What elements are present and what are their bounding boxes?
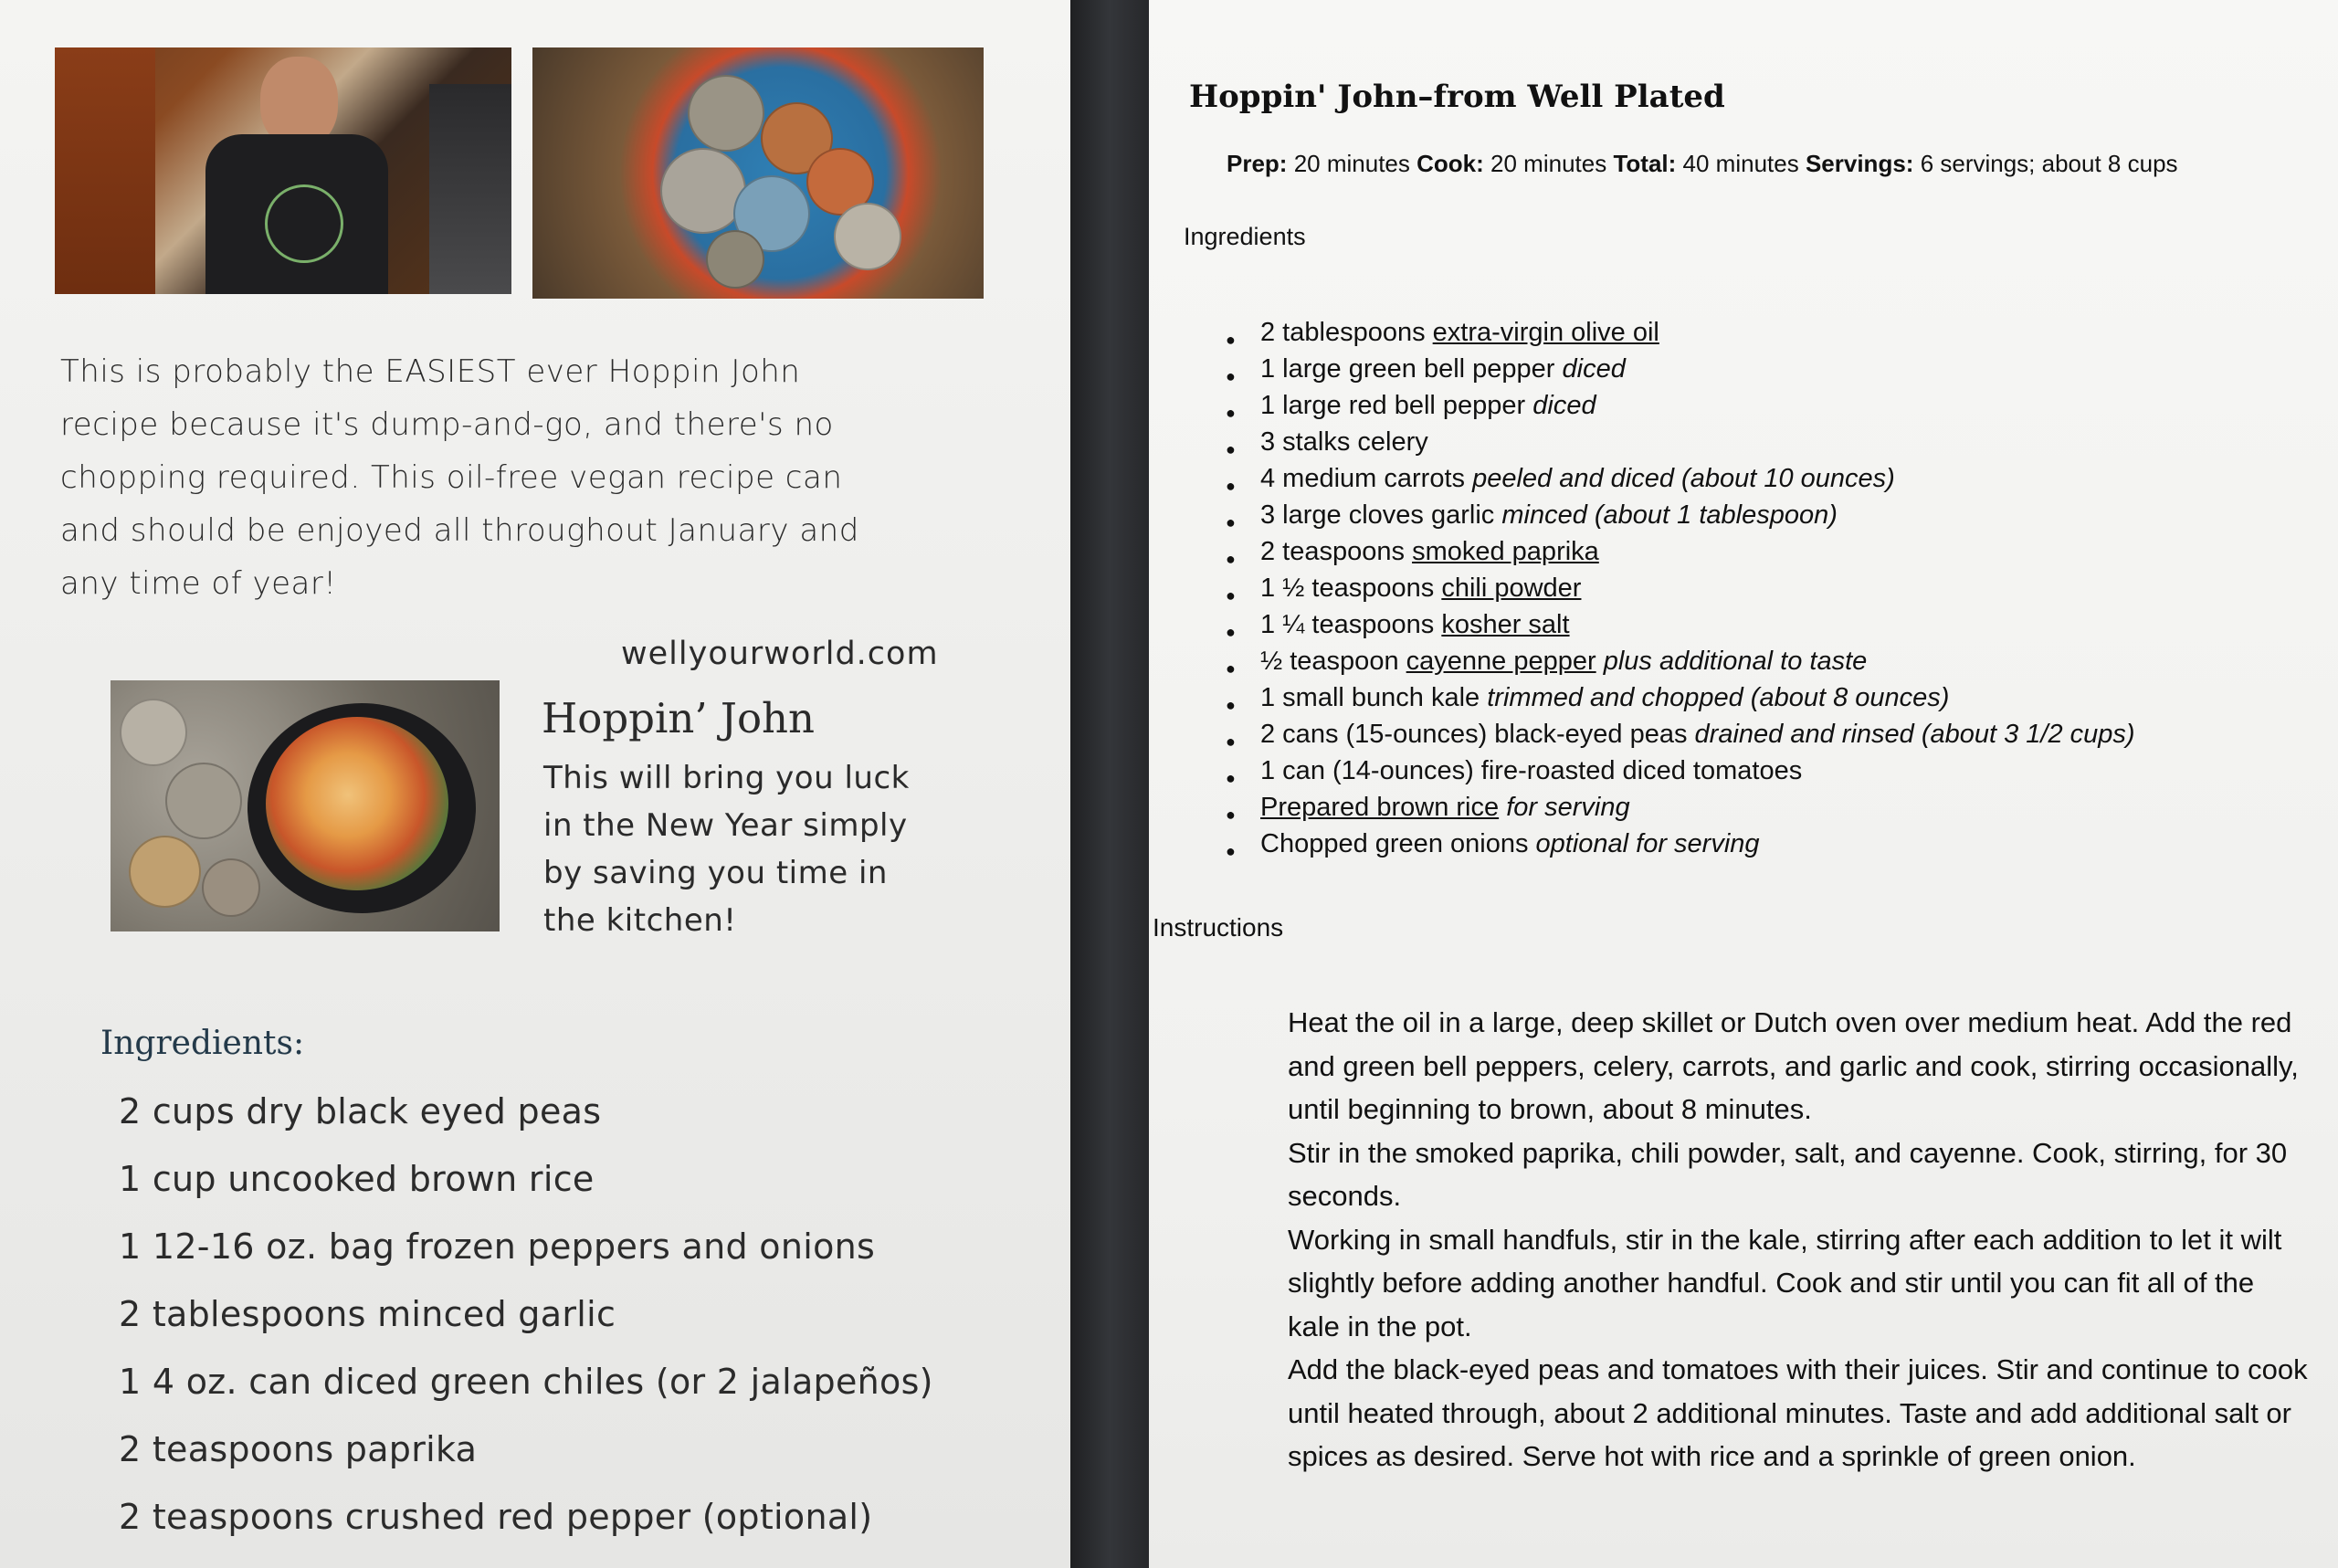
chef-cooking-photo [55,47,511,294]
bullet-icon: ● [1226,586,1236,605]
list-item: ● 1 large red bell pepper diced [1260,387,2135,424]
ingredient-link[interactable]: chili powder [1441,574,1582,603]
ingredient-link[interactable]: smoked paprika [1412,537,1599,566]
recipe-meta [1227,150,2178,178]
bullet-icon: ● [1226,477,1236,495]
list-item: ● 1 can (14-ounces) fire-roasted diced tomatoes [1260,752,2135,789]
cook-label: Cook: [1416,150,1484,177]
list-item: 2 cups dry black eyed peas [119,1091,602,1131]
right-ingredients-heading: Ingredients [1184,223,1306,250]
recipe-title: Hoppin’ John [542,694,816,742]
bullet-icon: ● [1226,732,1236,751]
bullet-icon: ● [1226,696,1236,714]
hoppin-john-dish-photo [111,680,500,931]
list-item: 1 4 oz. can diced green chiles (or 2 jalapeños) [119,1362,933,1402]
servings-value: 6 servings; about 8 cups [1920,150,2178,177]
list-item: ● 2 tablespoons extra-virgin olive oil [1260,314,2135,351]
list-item: ● Chopped green onions optional for serving [1260,826,2135,862]
total-label: Total: [1613,150,1677,177]
list-item: ● 1 small bunch kale trimmed and chopped (about 8 ounces) [1260,679,2135,716]
recipe-subtitle: This will bring you luck in the New Year simply by saving you time in the kitchen! [543,760,910,939]
instructions-list [1288,1001,2311,1479]
list-item: 2 tablespoons minced garlic [119,1294,616,1334]
instructions-heading: Instructions [1153,913,1284,942]
list-item: ● 2 cans (15-ounces) black-eyed peas drained and rinsed (about 3 1/2 cups) [1260,716,2135,752]
bullet-icon: ● [1226,659,1236,678]
list-item: 2 teaspoons crushed red pepper (optional) [119,1497,873,1537]
bullet-icon: ● [1226,842,1236,860]
bullet-icon: ● [1226,550,1236,568]
bullet-icon: ● [1226,623,1236,641]
list-item: 1 cup uncooked brown rice [119,1159,595,1199]
bullet-icon: ● [1226,513,1236,531]
prep-label: Prep: [1227,150,1288,177]
total-value: 40 minutes [1682,150,1799,177]
ingredient-link[interactable]: extra-virgin olive oil [1432,318,1659,347]
instruction-step: Stir in the smoked paprika, chili powder, salt, and cayenne. Cook, stirring, for 30 seconds. [1288,1136,2288,1212]
list-item: ● 3 large cloves garlic minced (about 1 tablespoon) [1260,497,2135,533]
prep-value: 20 minutes [1293,150,1410,177]
website-label: wellyourworld.com [621,636,939,672]
coins-bowl-photo [532,47,984,299]
list-item: ● 4 medium carrots peeled and diced (about 10 ounces) [1260,460,2135,497]
instruction-step: Add the black-eyed peas and tomatoes with their juices. Stir and continue to cook until heated through, about 2 additional minutes. Taste and add additional salt or spices as desired. Serve hot with rice and a sprinkle of green onion. [1288,1353,2308,1472]
bullet-icon: ● [1226,769,1236,787]
list-item: 1 12-16 oz. bag frozen peppers and onions [119,1226,876,1267]
list-item: 2 teaspoons paprika [119,1429,478,1469]
ingredients-heading: Ingredients: [100,1025,305,1062]
instruction-step: Working in small handfuls, stir in the kale, stirring after each addition to let it wilt slightly before adding another handful. Cook and stir until you can fit all of the kale in the pot. [1288,1223,2282,1342]
list-item: ● 2 teaspoons smoked paprika [1260,533,2135,570]
servings-label: Servings: [1805,150,1914,177]
bullet-icon: ● [1226,440,1236,458]
list-item: ● 3 stalks celery [1260,424,2135,460]
ingredient-link[interactable]: kosher salt [1441,610,1570,639]
left-recipe-page [0,0,1070,1568]
list-item: ● Prepared brown rice for serving [1260,789,2135,826]
right-recipe-title: Hoppin' John–from Well Plated [1189,79,1725,115]
list-item: ● 1 large green bell pepper diced [1260,351,2135,387]
ingredient-link[interactable]: Prepared brown rice [1260,793,1500,822]
ingredients-list [119,1078,933,1551]
bullet-icon: ● [1226,367,1236,385]
bullet-icon: ● [1226,805,1236,824]
bullet-icon: ● [1226,331,1236,349]
instruction-step: Heat the oil in a large, deep skillet or Dutch oven over medium heat. Add the red and green bell peppers, celery, carrots, and garlic and cook, stirring occasionally, until beginning to brown, about 8 minutes. [1288,1006,2299,1125]
ingredient-link[interactable]: cayenne pepper [1406,647,1596,676]
intro-paragraph: This is probably the EASIEST ever Hoppin John recipe because it's dump-and-go, and there's no chopping required. This oil-free vegan recipe can and should be enjoyed all throughout January and any time of year! [60,353,859,602]
list-item: ● 1 ½ teaspoons chili powder [1260,570,2135,606]
list-item: ● ½ teaspoon cayenne pepper plus additional to taste [1260,643,2135,679]
list-item: ● 1 ¼ teaspoons kosher salt [1260,606,2135,643]
cook-value: 20 minutes [1490,150,1607,177]
bullet-icon: ● [1226,404,1236,422]
right-ingredients-list [1226,314,2135,862]
page-gutter [1070,0,1149,1568]
